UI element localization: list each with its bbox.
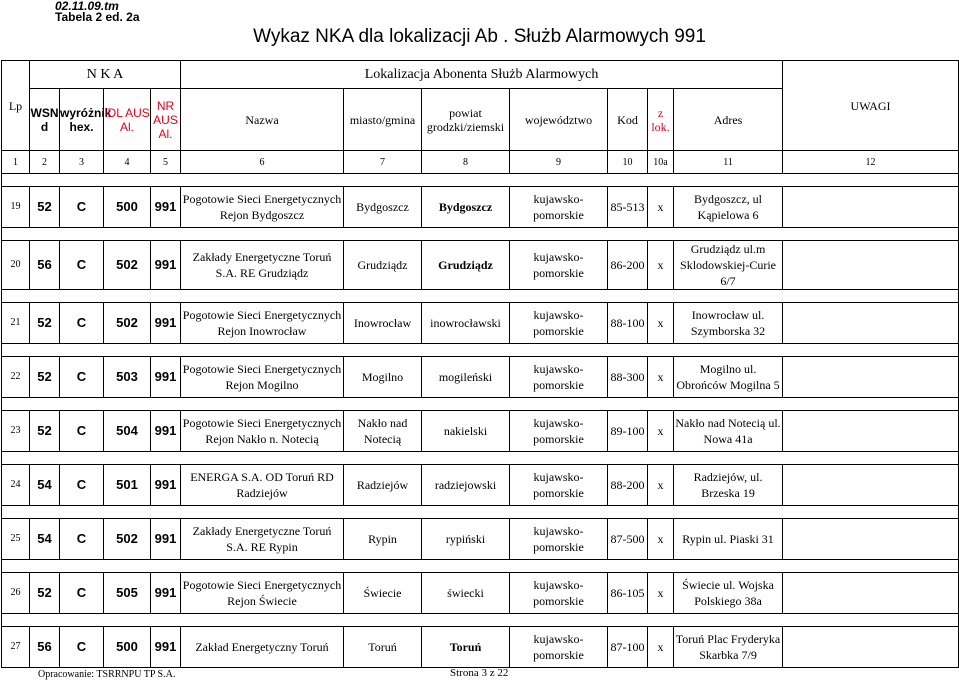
col-number: 4 [104,151,151,174]
cell-uwagi [783,573,959,614]
cell-wyroznik: C [60,627,104,668]
col-number: 3 [60,151,104,174]
cell-powiat: nakielski [422,411,510,452]
col-group-location: Lokalizacja Abonenta Służb Alarmowych [181,61,783,89]
col-idl: IDL AUS Al. [104,89,151,151]
row-spacer [2,452,959,465]
cell-idl: 502 [104,303,151,344]
col-nr-aus: NR AUS Al. [151,89,181,151]
cell-kod: 88-200 [608,465,648,506]
cell-wsn: 56 [30,627,60,668]
cell-nazwa: Pogotowie Sieci Energetycznych Rejon Nakło n. Notecią [181,411,344,452]
cell-miasto: Rypin [344,519,422,560]
cell-idl: 502 [104,519,151,560]
table-body [2,174,959,668]
cell-wsn: 52 [30,357,60,398]
cell-idl: 502 [104,241,151,290]
cell-nr-aus: 991 [151,187,181,228]
table-row [2,241,959,290]
col-group-nka: N K A [30,61,181,89]
cell-miasto: Toruń [344,627,422,668]
table-row [2,303,959,344]
row-spacer [2,398,959,411]
row-spacer [2,290,959,303]
cell-uwagi [783,241,959,290]
cell-powiat: radziejowski [422,465,510,506]
cell-powiat: Toruń [422,627,510,668]
cell-lp: 24 [2,465,30,506]
cell-kod: 87-100 [608,627,648,668]
table-reference: Tabela 2 ed. 2a [55,10,140,24]
cell-powiat: Grudziądz [422,241,510,290]
cell-wojewodztwo: kujawsko-pomorskie [510,465,608,506]
cell-lp: 22 [2,357,30,398]
col-number: 6 [181,151,344,174]
cell-nr-aus: 991 [151,411,181,452]
cell-uwagi [783,519,959,560]
cell-powiat: rypiński [422,519,510,560]
cell-miasto: Nakło nad Notecią [344,411,422,452]
cell-z-lok: x [648,465,674,506]
cell-wsn: 54 [30,519,60,560]
footer-prepared-by: Opracowanie: TSRRNPU TP S.A. [38,669,176,680]
cell-adres: Nakło nad Notecią ul. Nowa 41a [674,411,783,452]
col-powiat: powiat grodzki/ziemski [422,89,510,151]
footer-page-number: Strona 3 z 22 [450,667,509,679]
cell-nr-aus: 991 [151,519,181,560]
cell-lp: 26 [2,573,30,614]
cell-uwagi [783,465,959,506]
col-number: 5 [151,151,181,174]
cell-miasto: Radziejów [344,465,422,506]
col-z-lok: z lok. [648,89,674,151]
cell-adres: Inowrocław ul. Szymborska 32 [674,303,783,344]
col-uwagi: UWAGI [783,61,959,151]
cell-miasto: Inowrocław [344,303,422,344]
header-row-groups [2,61,959,89]
cell-uwagi [783,627,959,668]
cell-z-lok: x [648,627,674,668]
cell-z-lok: x [648,303,674,344]
cell-kod: 85-513 [608,187,648,228]
col-number: 1 [2,151,30,174]
cell-z-lok: x [648,519,674,560]
cell-adres: Bydgoszcz, ul Kąpielowa 6 [674,187,783,228]
spacer-cell [2,290,959,303]
row-spacer [2,560,959,573]
cell-nazwa: Pogotowie Sieci Energetycznych Rejon Bydgoszcz [181,187,344,228]
col-miasto: miasto/gmina [344,89,422,151]
cell-nazwa: Zakłady Energetyczne Toruń S.A. RE Rypin [181,519,344,560]
cell-idl: 503 [104,357,151,398]
cell-lp: 19 [2,187,30,228]
cell-kod: 89-100 [608,411,648,452]
cell-uwagi [783,187,959,228]
row-spacer [2,228,959,241]
row-spacer [2,614,959,627]
cell-wojewodztwo: kujawsko-pomorskie [510,573,608,614]
col-wyroznik: wyróżnik hex. [60,89,104,151]
cell-idl: 500 [104,187,151,228]
cell-wyroznik: C [60,465,104,506]
col-number: 8 [422,151,510,174]
cell-kod: 86-105 [608,573,648,614]
cell-lp: 25 [2,519,30,560]
cell-wsn: 52 [30,411,60,452]
cell-wojewodztwo: kujawsko-pomorskie [510,241,608,290]
table-row [2,357,959,398]
cell-adres: Radziejów, ul. Brzeska 19 [674,465,783,506]
cell-wyroznik: C [60,187,104,228]
cell-kod: 88-300 [608,357,648,398]
table-row [2,187,959,228]
page-title: Wykaz NKA dla lokalizacji Ab . Służb Alarmowych 991 [253,26,706,47]
col-number: 9 [510,151,608,174]
cell-uwagi [783,411,959,452]
table-row [2,519,959,560]
cell-wojewodztwo: kujawsko-pomorskie [510,303,608,344]
cell-kod: 87-500 [608,519,648,560]
cell-lp: 21 [2,303,30,344]
col-nazwa: Nazwa [181,89,344,151]
cell-nazwa: Zakłady Energetyczne Toruń S.A. RE Grudziądz [181,241,344,290]
table-row [2,465,959,506]
document-date: 02.11.09.tm [55,0,119,13]
table-row [2,411,959,452]
cell-wojewodztwo: kujawsko-pomorskie [510,519,608,560]
spacer-cell [2,228,959,241]
cell-wsn: 52 [30,303,60,344]
cell-wsn: 56 [30,241,60,290]
cell-kod: 88-100 [608,303,648,344]
cell-powiat: Bydgoszcz [422,187,510,228]
table-row [2,627,959,668]
cell-idl: 504 [104,411,151,452]
cell-wyroznik: C [60,303,104,344]
cell-z-lok: x [648,573,674,614]
cell-miasto: Mogilno [344,357,422,398]
col-wsn: WSN d [30,89,60,151]
cell-wojewodztwo: kujawsko-pomorskie [510,411,608,452]
cell-powiat: mogileński [422,357,510,398]
cell-nazwa: Pogotowie Sieci Energetycznych Rejon Inowrocław [181,303,344,344]
cell-lp: 23 [2,411,30,452]
cell-miasto: Świecie [344,573,422,614]
cell-wojewodztwo: kujawsko-pomorskie [510,627,608,668]
cell-nr-aus: 991 [151,357,181,398]
cell-uwagi [783,357,959,398]
table-row [2,573,959,614]
cell-wsn: 54 [30,465,60,506]
cell-powiat: inowrocławski [422,303,510,344]
cell-idl: 505 [104,573,151,614]
col-number: 12 [783,151,959,174]
cell-nazwa: Pogotowie Sieci Energetycznych Rejon Świecie [181,573,344,614]
cell-nr-aus: 991 [151,303,181,344]
cell-z-lok: x [648,187,674,228]
col-number: 7 [344,151,422,174]
spacer-cell [2,344,959,357]
cell-nazwa: Zakład Energetyczny Toruń [181,627,344,668]
col-wojewodztwo: województwo [510,89,608,151]
cell-wojewodztwo: kujawsko-pomorskie [510,187,608,228]
col-lp: Lp [2,61,30,151]
cell-wyroznik: C [60,519,104,560]
cell-uwagi [783,303,959,344]
col-number: 11 [674,151,783,174]
cell-z-lok: x [648,241,674,290]
cell-wyroznik: C [60,241,104,290]
row-spacer [2,344,959,357]
cell-idl: 501 [104,465,151,506]
row-spacer [2,506,959,519]
spacer-cell [2,452,959,465]
cell-lp: 27 [2,627,30,668]
cell-wyroznik: C [60,357,104,398]
cell-nr-aus: 991 [151,627,181,668]
cell-wsn: 52 [30,573,60,614]
cell-miasto: Bydgoszcz [344,187,422,228]
cell-wsn: 52 [30,187,60,228]
cell-adres: Toruń Plac Fryderyka Skarbka 7/9 [674,627,783,668]
col-number: 10a [648,151,674,174]
cell-kod: 86-200 [608,241,648,290]
cell-powiat: świecki [422,573,510,614]
cell-wyroznik: C [60,411,104,452]
col-kod: Kod [608,89,648,151]
col-number: 10 [608,151,648,174]
nka-table [1,60,959,668]
row-spacer [2,174,959,187]
cell-z-lok: x [648,411,674,452]
spacer-cell [2,614,959,627]
cell-wyroznik: C [60,573,104,614]
cell-lp: 20 [2,241,30,290]
cell-adres: Świecie ul. Wojska Polskiego 38a [674,573,783,614]
cell-nr-aus: 991 [151,241,181,290]
cell-nr-aus: 991 [151,573,181,614]
cell-wojewodztwo: kujawsko-pomorskie [510,357,608,398]
col-number: 2 [30,151,60,174]
cell-adres: Mogilno ul. Obrońców Mogilna 5 [674,357,783,398]
cell-nazwa: Pogotowie Sieci Energetycznych Rejon Mogilno [181,357,344,398]
spacer-cell [2,174,959,187]
spacer-cell [2,506,959,519]
cell-adres: Grudziądz ul.m Sklodowskiej-Curie 6/7 [674,241,783,290]
cell-idl: 500 [104,627,151,668]
column-number-row [2,151,959,174]
cell-z-lok: x [648,357,674,398]
cell-adres: Rypin ul. Piaski 31 [674,519,783,560]
spacer-cell [2,398,959,411]
cell-nazwa: ENERGA S.A. OD Toruń RD Radziejów [181,465,344,506]
cell-nr-aus: 991 [151,465,181,506]
col-adres: Adres [674,89,783,151]
spacer-cell [2,560,959,573]
cell-miasto: Grudziądz [344,241,422,290]
